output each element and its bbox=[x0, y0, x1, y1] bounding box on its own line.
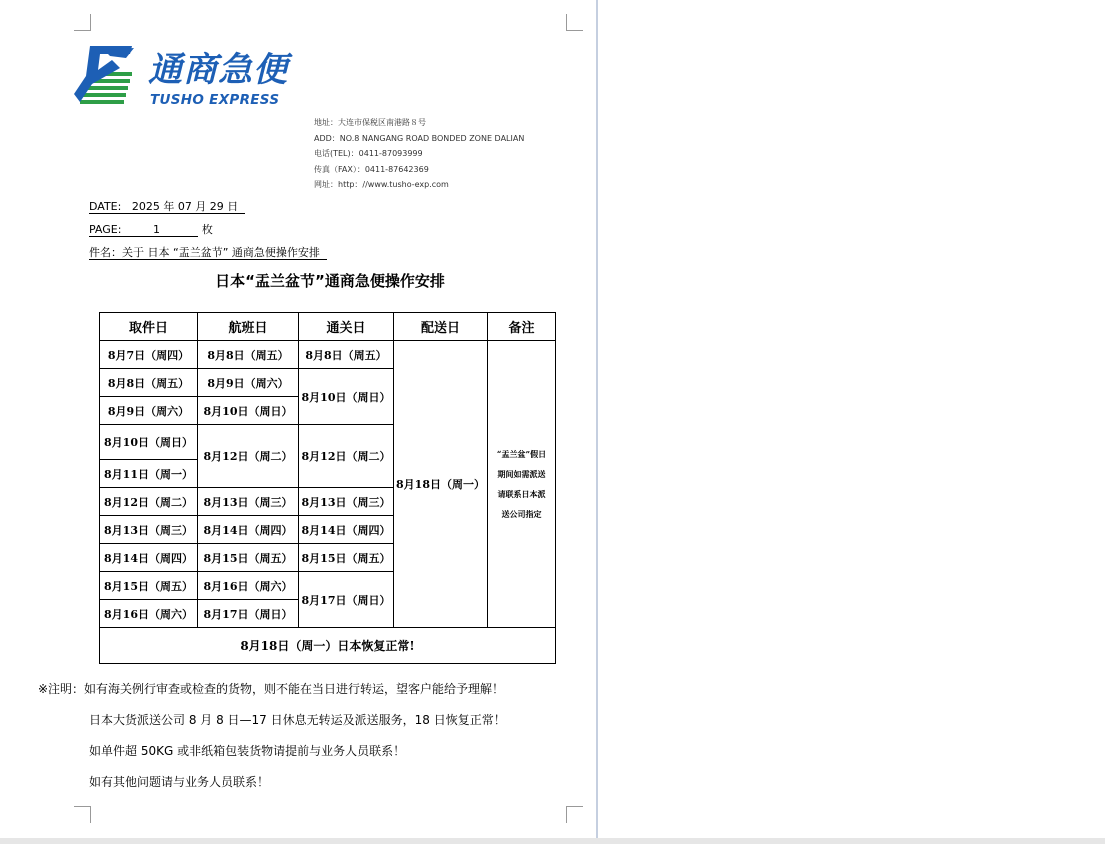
flight-cell: 8月16日（周六） bbox=[198, 572, 299, 600]
page-label: PAGE: bbox=[89, 223, 122, 236]
flight-cell: 8月12日（周二） bbox=[198, 425, 299, 488]
pickup-cell: 8月14日（周四） bbox=[100, 544, 198, 572]
page-count: 1 bbox=[152, 223, 160, 236]
pickup-cell: 8月11日（周一） bbox=[100, 460, 198, 488]
page-unit: 枚 bbox=[201, 223, 213, 236]
clearance-cell: 8月15日（周五） bbox=[299, 544, 394, 572]
header-clearance: 通关日 bbox=[299, 313, 394, 341]
delivery-cell: 8月18日（周一） bbox=[394, 341, 488, 628]
pickup-cell: 8月9日（周六） bbox=[100, 397, 198, 425]
date-line bbox=[89, 198, 245, 214]
recovery-notice: 8月18日（周一）日本恢复正常! bbox=[100, 628, 556, 664]
note-line: 如单件超 50KG 或非纸箱包装货物请提前与业务人员联系！ bbox=[89, 744, 406, 758]
clearance-cell: 8月8日（周五） bbox=[299, 341, 394, 369]
clearance-cell: 8月17日（周日） bbox=[299, 572, 394, 628]
page-corner-mark bbox=[566, 806, 583, 823]
schedule-table bbox=[99, 312, 556, 664]
logo-english-name: TUSHO EXPRESS bbox=[150, 92, 280, 108]
flight-cell: 8月8日（周五） bbox=[198, 341, 299, 369]
workspace-background bbox=[596, 0, 1105, 844]
logo-chinese-name: 通商急便 bbox=[148, 50, 288, 90]
flight-cell: 8月9日（周六） bbox=[198, 369, 299, 397]
clearance-cell: 8月13日（周三） bbox=[299, 488, 394, 516]
subject: 件名：关于 日本 “盂兰盆节” 通商急便操作安排 bbox=[89, 246, 320, 259]
date-label: DATE: bbox=[89, 200, 122, 213]
flight-cell: 8月15日（周五） bbox=[198, 544, 299, 572]
note-line: 日本大货派送公司 8 月 8 日—17 日休息无转运及派送服务，18 日恢复正常！ bbox=[89, 713, 506, 727]
table-footer-row bbox=[100, 628, 556, 664]
flight-cell: 8月17日（周日） bbox=[198, 600, 299, 628]
bird-logo-icon bbox=[70, 44, 150, 112]
pickup-cell: 8月7日（周四） bbox=[100, 341, 198, 369]
pickup-cell: 8月13日（周三） bbox=[100, 516, 198, 544]
pickup-cell: 8月15日（周五） bbox=[100, 572, 198, 600]
table-row bbox=[100, 341, 556, 369]
notes-block bbox=[38, 674, 506, 798]
flight-cell: 8月10日（周日） bbox=[198, 397, 299, 425]
pickup-cell: 8月10日（周日） bbox=[100, 425, 198, 460]
bottom-scroll-area bbox=[0, 838, 1105, 844]
subject-line bbox=[89, 244, 327, 260]
address-en: ADD：NO.8 NANGANG ROAD BONDED ZONE DALIAN bbox=[314, 133, 525, 143]
clearance-cell: 8月10日（周日） bbox=[299, 369, 394, 425]
contact-block bbox=[314, 115, 524, 193]
telephone: 电话(TEL)：0411-87093999 bbox=[314, 149, 423, 159]
flight-cell: 8月14日（周四） bbox=[198, 516, 299, 544]
clearance-cell: 8月12日（周二） bbox=[299, 425, 394, 488]
fax: 传真（FAX）：0411-87642369 bbox=[314, 164, 429, 174]
note-line: 如有其他问题请与业务人员联系！ bbox=[89, 775, 270, 789]
header-flight: 航班日 bbox=[198, 313, 299, 341]
table-header-row bbox=[100, 313, 556, 341]
page-corner-mark bbox=[74, 806, 91, 823]
page-corner-mark bbox=[74, 14, 91, 31]
website: 网址：http：//www.tusho-exp.com bbox=[314, 180, 449, 190]
date-value: 2025 年 07 月 29 日 bbox=[131, 200, 239, 213]
pickup-cell: 8月8日（周五） bbox=[100, 369, 198, 397]
company-logo bbox=[70, 44, 288, 112]
document-title: 日本“盂兰盆节”通商急便操作安排 bbox=[215, 272, 445, 290]
pickup-cell: 8月12日（周二） bbox=[100, 488, 198, 516]
header-pickup: 取件日 bbox=[100, 313, 198, 341]
header-delivery: 配送日 bbox=[394, 313, 488, 341]
pickup-cell: 8月16日（周六） bbox=[100, 600, 198, 628]
address-cn: 地址：大连市保税区南港路８号 bbox=[314, 118, 426, 127]
page-line bbox=[89, 221, 213, 237]
note-line: ※注明：如有海关例行审查或检查的货物，则不能在当日进行转运，望客户能给予理解！ bbox=[38, 682, 505, 696]
remark-cell: “盂兰盆”假日期间如需派送请联系日本派送公司指定 bbox=[488, 341, 556, 628]
clearance-cell: 8月14日（周四） bbox=[299, 516, 394, 544]
page-corner-mark bbox=[566, 14, 583, 31]
header-remark: 备注 bbox=[488, 313, 556, 341]
flight-cell: 8月13日（周三） bbox=[198, 488, 299, 516]
